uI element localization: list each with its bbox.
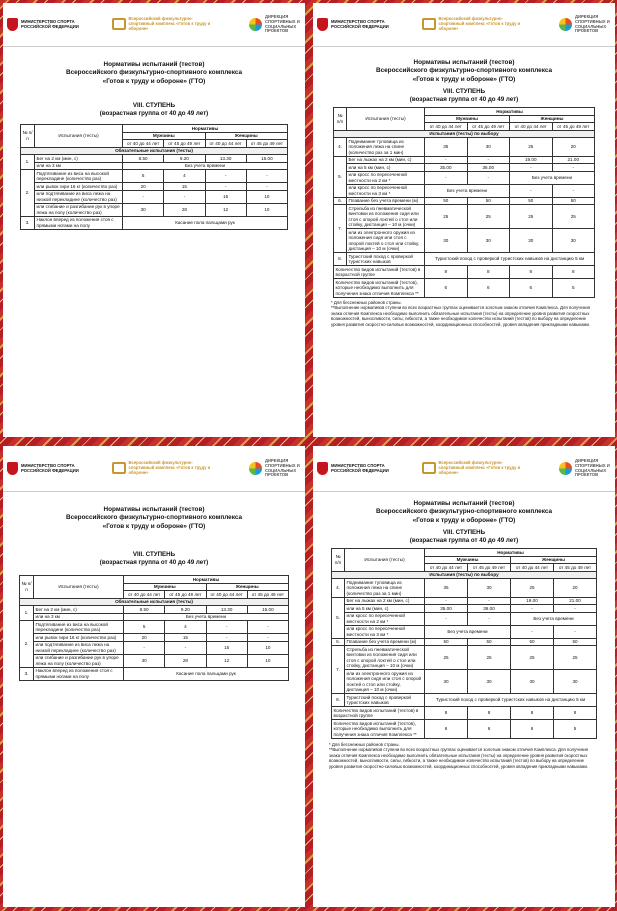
page-optional-bottom-right [313,446,615,907]
table-cell: 1. [20,606,34,621]
directorate-icon [249,18,262,31]
table-cell: 4. [332,579,345,598]
table-cell: 8 [552,266,595,279]
table-cell: Без учета времени [510,171,595,184]
table-cell: - [554,605,597,613]
table-cell: - [247,621,288,634]
directorate-icon [559,462,572,475]
table-cell: - [510,184,553,197]
directorate-name: ДИРЕКЦИЯ СПОРТИВНЫХ И СОЦИАЛЬНЫХ ПРОЕКТОВ [265,13,300,34]
text-line: Нормативы испытаний (тестов) [413,59,515,66]
stage-title [3,102,305,118]
table-cell: Обязательные испытания (тесты) [20,598,289,606]
stage-title [3,551,305,567]
table-cell: Женщины [511,556,597,564]
table-cell: 50 [468,638,511,646]
table-cell: Нормативы [425,108,595,116]
gto-name: Всероссийский физкультурно-спортивный комплекс «Готов к труду и обороне» [438,16,521,31]
table-cell: 10 [247,654,288,667]
table-cell: Туристский поход с проверкой туристских навыков [345,694,425,707]
table-cell: 30 [425,229,468,253]
table-cell: 15.00 [247,606,288,614]
table-cell: Поднимание туловища из положения лежа на спине (количество раз за 1 мин) [347,138,425,157]
table-cell: 20 [124,634,165,642]
table-cell: Поднимание туловища из положения лежа на спине (количество раз за 1 мин) [345,579,425,598]
table-cell: 20 [554,579,597,598]
optional-table [333,107,595,298]
table-cell: - [246,170,287,183]
table-cell: 25 [511,579,554,598]
table-cell: 50 [554,638,597,646]
table-cell: Туристский поход с проверкой туристских навыков на дистанцию 5 км [425,253,595,266]
table-cell: - [554,625,597,638]
table-cell: - [206,621,247,634]
table-cell: 13.30 [205,155,246,163]
table-cell: 30 [468,670,511,694]
text-line: * Для бесснежных районов страны. [331,299,402,305]
table-cell: или кросс по пересеченной местности на 3 км * [345,625,425,638]
text-line: VIII. СТУПЕНЬ [132,550,176,558]
table-cell: 25 [510,138,553,157]
table-cell: или кросс по пересеченной местности на 3 км * [347,184,425,197]
table-cell: от 45 до 49 лет [552,123,595,131]
table-cell: 15.00 [246,155,287,163]
table-cell: 6 [468,720,511,739]
directorate-icon [249,462,262,475]
table-cell: от 45 до 49 лет [247,591,288,599]
directorate-name: ДИРЕКЦИЯ СПОРТИВНЫХ И СОЦИАЛЬНЫХ ПРОЕКТОВ [265,457,300,478]
table-cell: 25 [467,205,510,229]
ministry-name: МИНИСТЕРСТВО СПОРТА РОССИЙСКОЙ ФЕДЕРАЦИИ [331,18,389,29]
ministry-name: МИНИСТЕРСТВО СПОРТА РОССИЙСКОЙ ФЕДЕРАЦИИ [331,462,389,473]
table-cell: 5 [123,170,164,183]
document-title [313,59,615,84]
gto-name: Всероссийский физкультурно-спортивный комплекс «Готов к труду и обороне» [128,460,211,475]
gto-icon [112,18,126,30]
table-cell: 35 [425,138,468,157]
table-cell: 50 [511,638,554,646]
gto-logo [112,17,219,31]
table-cell: 13.30 [206,606,247,614]
document-title [3,506,305,531]
table-cell: - [552,164,595,172]
table-cell: № п/п [334,108,347,131]
text-line: Нормативы испытаний (тестов) [103,506,205,513]
table-cell: 2. [21,170,35,217]
table-cell: 28 [165,654,206,667]
directorate-name: ДИРЕКЦИЯ СПОРТИВНЫХ И СОЦИАЛЬНЫХ ПРОЕКТОВ [575,457,610,478]
table-cell: 6 [510,279,553,298]
text-line: «Готов к труду и обороне» (ГТО) [412,516,516,524]
table-cell: 35.00 [425,164,468,172]
table-cell: Мужчины [123,132,206,140]
table-cell: 8 [510,266,553,279]
table-cell: - [247,634,288,642]
table-cell: Туристский поход с проверкой туристских навыков на дистанцию 5 км [425,694,597,707]
text-line: * Для бесснежных районов страны. [329,741,400,747]
table-cell: 30 [554,670,597,694]
table-cell: 8 [511,707,554,720]
table-cell: Количество видов испытаний (тестов) в возрастной группе [332,707,425,720]
emblem-icon [317,18,328,31]
table-cell: 30 [468,579,511,598]
table-cell: - [164,190,205,203]
table-cell: Наклон вперед из положения стоя с прямыми ногами на полу [35,216,123,229]
table-cell: - [206,634,247,642]
table-cell: 5 [554,720,597,739]
table-cell: Наклон вперед из положения стоя с прямыми ногами на полу [34,667,124,680]
table-cell: 3. [20,667,34,680]
table-cell: Испытания (тесты) [34,576,124,599]
mandatory-table [19,575,289,681]
table-cell: 25 [554,646,597,670]
stage-title [313,529,615,545]
gto-logo [112,461,219,475]
table-cell: 50 [467,197,510,205]
table-cell: - [205,170,246,183]
table-cell: - [468,597,511,605]
gto-logo [422,461,529,475]
table-cell: 30 [511,670,554,694]
table-cell: Касание пола пальцами рук [123,216,288,229]
table-cell: 30 [425,670,468,694]
table-cell: 6 [511,720,554,739]
table-cell: 30 [123,203,164,216]
table-cell: Без учета времени [425,625,511,638]
page-mandatory-top-left [3,3,305,437]
table-cell: от 45 до 49 лет [467,123,510,131]
page-optional-top-right [313,3,615,437]
table-cell: 25 [425,205,468,229]
table-cell: 10 [247,641,288,654]
ministry-name: МИНИСТЕРСТВО СПОРТА РОССИЙСКОЙ ФЕДЕРАЦИИ [21,462,79,473]
table-cell: 6 [425,279,468,298]
table-cell: Бег на 2 км (мин, с) [34,606,124,614]
table-cell: Количество видов испытаний (тестов), которые необходимо выполнить для получения знака отличия Комплекса ** [334,279,425,298]
table-cell: 3. [21,216,35,229]
table-cell: № п/п [21,125,35,148]
table-cell: или рывок гири 16 кг (количество раз) [34,634,124,642]
table-cell: от 40 до 44 лет [206,591,247,599]
table-cell: 28 [164,203,205,216]
footnotes [313,739,615,770]
table-cell: 10 [246,203,287,216]
table-cell: Без учета времени [123,162,288,170]
table-cell: Стрельба из пневматической винтовки из положения сидя или стоя с опорой локтей о стол или стойку, дистанция – 10 м (очки) [345,646,425,670]
table-cell: - [205,183,246,191]
footnotes [313,298,615,328]
table-cell: - [124,641,165,654]
table-cell: или рывок гири 16 кг (количество раз) [35,183,123,191]
table-cell: Количество видов испытаний (тестов) в возрастной группе [334,266,425,279]
table-cell: 8. [332,694,345,707]
directorate-logo [559,15,611,34]
text-line: **Выполнение нормативов ступени во всех возрастных группах оценивается золотым знаком отличия Комплекса. Для получения знака отличия Комплекса необходимо выполнить обязательные испытания (тесты) на определение уровня развития скоростных возможностей, выносливости, силы, гибкости, а также необходимое количество испытаний (тестов) по выбору на определение уровня развития скоростно-силовых возможностей, координационных способностей, уровня овладения прикладными навыками. [331,305,591,327]
table-cell: - [425,171,468,184]
table-cell: 8 [425,266,468,279]
table-cell: Нормативы [124,576,289,584]
table-cell: 30 [124,654,165,667]
stage-title [313,88,615,104]
table-cell: 15 [164,183,205,191]
table-cell: 4. [334,138,347,157]
table-cell: от 45 до 49 лет [165,591,206,599]
table-cell: от 40 до 44 лет [205,140,246,148]
table-cell: 19.00 [511,597,554,605]
table-cell: Испытания (тесты) [345,549,425,572]
table-cell: 35.00 [425,605,468,613]
ministry-name: МИНИСТЕРСТВО СПОРТА РОССИЙСКОЙ ФЕДЕРАЦИИ [21,18,79,29]
table-cell: - [123,190,164,203]
text-line: Всероссийского физкультурно-спортивного комплекса [65,69,243,77]
table-cell: 6 [425,720,468,739]
table-cell: 8 [425,707,468,720]
table-cell: или подтягивание из виса лежа на низкой перекладине (количество раз) [35,190,123,203]
table-cell: или из электронного оружия из положения сидя или стоя с опорой локтей о стол или стойку, дистанция – 10 м (очки) [345,670,425,694]
table-cell: 35 [425,579,468,598]
table-cell: Мужчины [425,115,510,123]
table-cell: 8.50 [123,155,164,163]
text-line: Всероссийского физкультурно-спортивного комплекса [65,514,243,522]
table-cell: - [165,641,206,654]
text-line: (возрастная группа от 40 до 49 лет) [409,96,519,104]
table-cell: от 40 до 44 лет [124,591,165,599]
text-line: VIII. СТУПЕНЬ [442,87,486,95]
table-cell: Женщины [206,583,289,591]
text-line: «Готов к труду и обороне» (ГТО) [102,77,206,85]
text-line: VIII. СТУПЕНЬ [132,101,176,109]
table-cell: Бег на лыжах на 2 км (мин, с) [345,597,425,605]
gto-name: Всероссийский физкультурно-спортивный комплекс «Готов к труду и обороне» [128,16,211,31]
text-line: (возрастная группа от 40 до 49 лет) [409,537,519,545]
table-cell: 9.20 [164,155,205,163]
table-cell: 2. [20,621,34,668]
table-cell: 21.00 [552,156,595,164]
directorate-logo [249,459,301,478]
document-title [3,61,305,86]
table-cell: от 40 до 44 лет [425,123,468,131]
text-line: (возрастная группа от 40 до 49 лет) [99,559,209,567]
table-cell: 36.00 [468,605,511,613]
table-cell: 5 [124,621,165,634]
table-cell: Туристский поход с проверкой туристских навыков [347,253,425,266]
table-cell: 6. [332,638,345,646]
table-cell: 25 [468,646,511,670]
table-cell: 5 [552,279,595,298]
table-cell: 5. [332,597,345,638]
optional-table [331,548,597,739]
text-line: «Готов к труду и обороне» (ГТО) [412,75,516,83]
table-cell: - [246,183,287,191]
table-cell: или сгибание и разгибание рук в упоре лежа на полу (количество раз) [35,203,123,216]
gto-icon [112,462,126,474]
table-cell: 7. [334,205,347,253]
table-cell: Плавание без учета времени (м) [347,197,425,205]
table-cell: 5. [334,156,347,197]
table-cell: Нормативы [123,125,288,133]
table-cell: 30 [467,138,510,157]
table-cell: 10 [246,190,287,203]
table-cell: 21.00 [554,597,597,605]
table-cell: от 40 до 44 лет [510,123,553,131]
text-line: (возрастная группа от 40 до 49 лет) [99,110,209,118]
table-cell: 19.00 [510,156,553,164]
table-cell: 12 [206,654,247,667]
emblem-icon [317,462,328,475]
ministry-logo [7,18,81,31]
table-cell: Касание пола пальцами рук [124,667,289,680]
text-line: Всероссийского физкультурно-спортивного комплекса [375,508,553,516]
table-cell: Без учета времени [425,184,510,197]
table-cell: 20 [552,138,595,157]
table-cell: Женщины [205,132,288,140]
table-cell: от 45 до 49 лет [554,564,597,572]
table-cell: 25 [552,205,595,229]
table-cell: или кросс по пересеченной местности на 2 км * [347,171,425,184]
table-cell: 15 [205,190,246,203]
table-cell: 36.00 [467,164,510,172]
table-cell: 30 [510,229,553,253]
directorate-logo [249,15,301,34]
table-cell: - [425,597,468,605]
table-cell: Плавание без учета времени (м) [345,638,425,646]
table-cell: Бег на 2 км (мин, с) [35,155,123,163]
text-line: Нормативы испытаний (тестов) [413,500,515,507]
ministry-logo [7,462,81,475]
table-cell: 12 [205,203,246,216]
table-cell: или сгибание и разгибание рук в упоре лежа на полу (количество раз) [34,654,124,667]
table-cell: Нормативы [425,549,597,557]
table-cell: Мужчины [124,583,207,591]
table-cell: - [467,156,510,164]
table-cell: 8. [334,253,347,266]
table-cell: 15 [206,641,247,654]
table-cell: 25 [511,646,554,670]
table-cell: - [511,625,554,638]
table-cell: Испытания (тесты) по выбору [332,571,597,579]
table-cell: 8 [467,266,510,279]
table-cell: Без учета времени [124,613,289,621]
emblem-icon [7,18,18,31]
directorate-name: ДИРЕКЦИЯ СПОРТИВНЫХ И СОЦИАЛЬНЫХ ПРОЕКТОВ [575,13,610,34]
text-line: Нормативы испытаний (тестов) [103,61,205,68]
table-cell: от 45 до 49 лет [468,564,511,572]
table-cell: № п/п [332,549,345,572]
table-cell: - [510,164,553,172]
directorate-icon [559,18,572,31]
table-cell: от 40 до 44 лет [425,564,468,572]
table-cell: Стрельба из пневматической винтовки из положения сидя или стоя с опорой локтей о стол или стойку, дистанция – 10 м (очки) [347,205,425,229]
table-cell: или подтягивание из виса лежа на низкой перекладине (количество раз) [34,641,124,654]
table-cell: - [468,612,511,625]
table-cell: 20 [123,183,164,191]
table-cell: Подтягивание из виса на высокой перекладине (количество раз) [34,621,124,634]
gto-icon [422,462,436,474]
table-cell: 30 [552,229,595,253]
directorate-logo [559,459,611,478]
text-line: Всероссийского физкультурно-спортивного комплекса [375,67,553,75]
table-cell: Количество видов испытаний (тестов), которые необходимо выполнить для получения знака отличия Комплекса ** [332,720,425,739]
table-cell: Без учета времени [511,612,597,625]
table-cell: 30 [467,229,510,253]
table-cell: 6. [334,197,347,205]
table-cell: или на 5 км (мин, с) [345,605,425,613]
table-cell: 4 [164,170,205,183]
table-cell: Подтягивание из виса на высокой перекладине (количество раз) [35,170,123,183]
table-cell: 50 [510,197,553,205]
table-cell: 9.20 [165,606,206,614]
table-cell: или кросс по пересеченной местности на 2 км * [345,612,425,625]
table-cell: или на 5 км (мин, с) [347,164,425,172]
table-cell: Испытания (тесты) по выбору [334,130,595,138]
table-cell: 8 [554,707,597,720]
ministry-logo [317,462,391,475]
table-cell: от 45 до 49 лет [164,140,205,148]
page-mandatory-bottom-left [3,446,305,907]
table-cell: - [425,612,468,625]
table-cell: 50 [425,197,468,205]
table-cell: или на 3 км [34,613,124,621]
table-cell: 4 [165,621,206,634]
table-cell: 8 [468,707,511,720]
gto-icon [422,18,436,30]
mandatory-table [20,124,288,230]
table-cell: Бег на лыжах на 2 км (мин, с) [347,156,425,164]
text-line: «Готов к труду и обороне» (ГТО) [102,522,206,530]
table-cell: 15 [165,634,206,642]
text-line: VIII. СТУПЕНЬ [442,528,486,536]
table-cell: 8.50 [124,606,165,614]
table-cell: 50 [552,197,595,205]
table-cell: от 40 до 44 лет [123,140,164,148]
text-line: **Выполнение нормативов ступени во всех возрастных группах оценивается золотым знаком отличия Комплекса. Для получения знака отличия Комплекса необходимо выполнить обязательные испытания (тесты) на определение уровня развития скоростных возможностей, выносливости, силы, гибкости, а также необходимое количество испытаний (тестов) по выбору на определение уровня развития скоростно-силовых возможностей, координационных способностей, уровня овладения прикладными навыками. [329,747,589,769]
gto-logo [422,17,529,31]
table-cell: 50 [425,638,468,646]
table-cell: от 45 до 49 лет [246,140,287,148]
ministry-logo [317,18,391,31]
table-cell: - [552,184,595,197]
table-cell: - [425,156,468,164]
table-cell: 25 [425,646,468,670]
table-cell: 7. [332,646,345,694]
table-cell: № п/п [20,576,34,599]
gto-name: Всероссийский физкультурно-спортивный комплекс «Готов к труду и обороне» [438,460,521,475]
table-cell: 25 [510,205,553,229]
table-cell: - [511,605,554,613]
table-cell: Мужчины [425,556,511,564]
table-cell: Женщины [510,115,595,123]
emblem-icon [7,462,18,475]
table-cell: 6 [467,279,510,298]
table-cell: или на 3 км [35,162,123,170]
table-cell: Обязательные испытания (тесты) [21,147,288,155]
table-cell: Испытания (тесты) [347,108,425,131]
table-cell: 1. [21,155,35,170]
table-cell: или из электронного оружия из положения сидя или стоя с опорой локтей о стол или стойку, дистанция – 10 м (очки) [347,229,425,253]
table-cell: от 40 до 44 лет [511,564,554,572]
document-title [313,500,615,525]
table-cell: Испытания (тесты) [35,125,123,148]
table-cell: - [467,171,510,184]
